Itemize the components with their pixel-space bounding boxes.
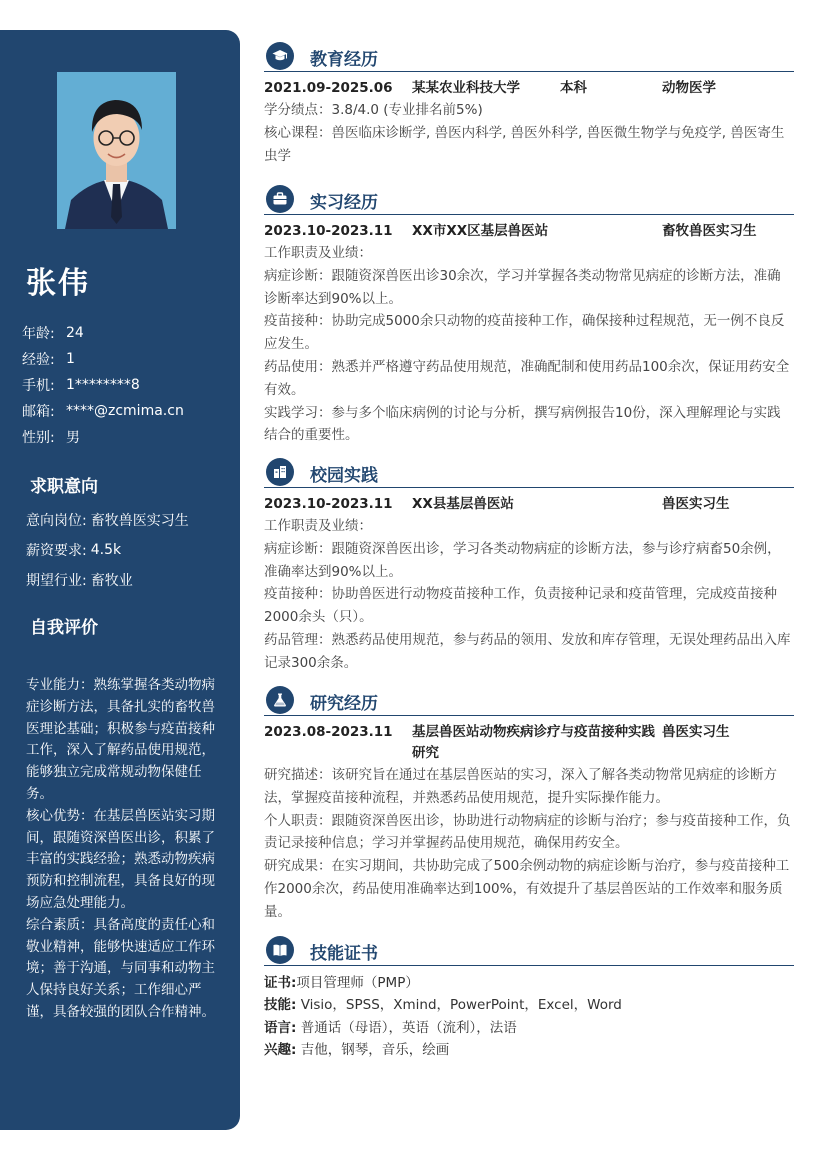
info-value: 24 bbox=[66, 325, 84, 341]
research-entry-header bbox=[264, 722, 794, 764]
self-eval-text bbox=[26, 675, 222, 1024]
intent-label: 期望行业: bbox=[26, 573, 87, 589]
graduation-cap-icon bbox=[266, 42, 294, 70]
info-value: 1********8 bbox=[66, 377, 140, 393]
intent-heading: 求职意向 bbox=[30, 477, 98, 497]
education-entry-header bbox=[264, 78, 794, 99]
self-eval-paragraph: 综合素质：具备高度的责任心和敬业精神，能够快速适应工作环境；善于沟通，与同事和动物主人保持良好关系；工作细心严谨，具备较强的团队合作精神。 bbox=[26, 916, 215, 1020]
entry-organization: XX县基层兽医站 bbox=[412, 496, 514, 512]
entry-date: 2023.10-2023.11 bbox=[264, 223, 393, 239]
skill-label: 证书: bbox=[264, 975, 297, 991]
section-title: 实习经历 bbox=[310, 193, 378, 213]
entry-role: 兽医实习生 bbox=[662, 496, 730, 512]
entry-organization: XX市XX区基层兽医站 bbox=[412, 223, 549, 239]
candidate-name: 张伟 bbox=[26, 266, 90, 301]
info-value: 1 bbox=[66, 351, 75, 367]
skill-label: 语言: bbox=[264, 1019, 297, 1036]
flask-icon bbox=[266, 686, 294, 714]
entry-degree: 本科 bbox=[560, 80, 587, 96]
info-value: ****@zcmima.cn bbox=[66, 403, 184, 419]
entry-date: 2023.08-2023.11 bbox=[264, 724, 393, 740]
section-header bbox=[264, 684, 794, 716]
entry-date: 2023.10-2023.11 bbox=[264, 496, 393, 512]
intent-salary bbox=[26, 535, 236, 565]
skill-interests bbox=[264, 1039, 794, 1061]
book-icon bbox=[266, 936, 294, 964]
skills-section bbox=[264, 934, 794, 1061]
portrait-image bbox=[57, 72, 176, 229]
info-gender bbox=[22, 424, 232, 450]
info-value: 男 bbox=[66, 430, 80, 446]
research-section bbox=[264, 684, 794, 924]
skill-label: 技能: bbox=[264, 997, 297, 1014]
skill-certificate bbox=[264, 972, 794, 994]
intent-value: 4.5k bbox=[90, 542, 122, 558]
intent-value: 畜牧业 bbox=[90, 573, 133, 589]
self-eval-heading: 自我评价 bbox=[30, 618, 98, 638]
entry-line: 药品使用：熟悉并严格遵守药品使用规范，准确配制和使用药品100余次，保证用药安全有效。 bbox=[264, 358, 790, 398]
skill-value: Visio，SPSS，Xmind，PowerPoint，Excel，Word bbox=[296, 997, 622, 1014]
intent-position bbox=[26, 505, 236, 535]
entry-line: 研究成果：在实习期间，共协助完成了500余例动物的病症诊断与治疗，参与疫苗接种工作2000余次，药品使用准确率达到100%，有效提升了基层兽医站的工作效率和服务质量。 bbox=[264, 858, 790, 920]
entry-date: 2021.09-2025.06 bbox=[264, 80, 393, 96]
internship-section bbox=[264, 183, 794, 447]
skill-language bbox=[264, 1017, 794, 1039]
skill-value: 项目管理师（PMP） bbox=[296, 975, 419, 991]
info-label: 邮箱: bbox=[22, 404, 55, 420]
info-phone bbox=[22, 372, 232, 398]
basic-info-list bbox=[22, 320, 232, 450]
entry-line: 个人职责：跟随资深兽医出诊，协助进行动物病症的诊断与治疗；参与疫苗接种工作，负责记录接种信息；学习并掌握药品使用规范，确保用药安全。 bbox=[264, 812, 791, 852]
self-eval-paragraph: 专业能力：熟练掌握各类动物病症诊断方法，具备扎实的畜牧兽医理论基础；积极参与疫苗接种工作，深入了解药品使用规范，能够独立完成常规动物保健任务。 bbox=[26, 677, 215, 802]
skill-value: 普通话（母语），英语（流利），法语 bbox=[296, 1019, 517, 1036]
briefcase-icon bbox=[266, 185, 294, 213]
entry-line: 学分绩点：3.8/4.0 (专业排名前5%) bbox=[264, 102, 483, 118]
entry-school: 某某农业科技大学 bbox=[412, 80, 520, 96]
entry-line: 研究描述：该研究旨在通过在基层兽医站的实习，深入了解各类动物常见病症的诊断方法，掌握疫苗接种流程，并熟悉药品使用规范，提升实际操作能力。 bbox=[264, 767, 777, 806]
intent-list bbox=[26, 505, 236, 595]
entry-major: 动物医学 bbox=[662, 80, 716, 96]
entry-line: 核心课程：兽医临床诊断学, 兽医内科学, 兽医外科学, 兽医微生物学与免疫学, 兽医寄生虫学 bbox=[264, 124, 785, 164]
intent-label: 意向岗位: bbox=[26, 513, 87, 529]
skill-tools bbox=[264, 994, 794, 1016]
entry-line: 药品管理：熟悉药品使用规范，参与药品的领用、发放和库存管理，无误处理药品出入库记录300余条。 bbox=[264, 631, 791, 671]
intent-value: 畜牧兽医实习生 bbox=[90, 513, 189, 529]
info-age bbox=[22, 320, 232, 346]
campus-section bbox=[264, 456, 794, 675]
entry-role: 畜牧兽医实习生 bbox=[662, 223, 757, 239]
entry-line: 病症诊断：跟随资深兽医出诊30余次，学习并掌握各类动物常见病症的诊断方法，准确诊断率达到90%以上。 bbox=[264, 267, 781, 307]
intent-label: 薪资要求: bbox=[26, 543, 87, 559]
intent-industry bbox=[26, 565, 236, 595]
info-experience bbox=[22, 346, 232, 372]
entry-line: 病症诊断：跟随资深兽医出诊，学习各类动物病症的诊断方法，参与诊疗病畜50余例，准确率达到90%以上。 bbox=[264, 540, 781, 580]
section-header bbox=[264, 183, 794, 215]
section-title: 教育经历 bbox=[310, 50, 378, 70]
section-title: 校园实践 bbox=[310, 466, 378, 486]
sidebar bbox=[0, 30, 240, 1130]
info-label: 手机: bbox=[22, 378, 55, 394]
section-title: 研究经历 bbox=[310, 694, 378, 714]
entry-line: 疫苗接种：协助完成5000余只动物的疫苗接种工作，确保接种过程规范，无一例不良反应发生。 bbox=[264, 313, 785, 353]
entry-role: 兽医实习生 bbox=[662, 724, 730, 740]
section-header bbox=[264, 40, 794, 72]
skills-list bbox=[264, 972, 794, 1061]
section-header bbox=[264, 456, 794, 488]
entry-line: 疫苗接种：协助兽医进行动物疫苗接种工作，负责接种记录和疫苗管理，完成疫苗接种2000余头（只）。 bbox=[264, 586, 777, 626]
profile-photo bbox=[57, 72, 176, 229]
info-label: 年龄: bbox=[22, 326, 55, 342]
info-label: 经验: bbox=[22, 352, 55, 368]
self-eval-paragraph: 核心优势：在基层兽医站实习期间，跟随资深兽医出诊，积累了丰富的实践经验；熟悉动物疾病预防和控制流程，具备良好的现场应急处理能力。 bbox=[26, 807, 215, 911]
skill-label: 兴趣: bbox=[264, 1041, 297, 1058]
campus-entry-header bbox=[264, 494, 794, 515]
info-email bbox=[22, 398, 232, 424]
entry-line: 工作职责及业绩： bbox=[264, 245, 372, 261]
info-label: 性别: bbox=[22, 430, 55, 446]
internship-entry-header bbox=[264, 221, 794, 242]
section-title: 技能证书 bbox=[310, 944, 378, 964]
education-section bbox=[264, 40, 794, 167]
building-icon bbox=[266, 458, 294, 486]
skill-value: 吉他，钢琴，音乐，绘画 bbox=[296, 1041, 450, 1058]
entry-organization: 基层兽医站动物疾病诊疗与疫苗接种实践研究 bbox=[412, 724, 655, 761]
entry-line: 实践学习：参与多个临床病例的讨论与分析，撰写病例报告10份，深入理解理论与实践结合的重要性。 bbox=[264, 404, 781, 444]
entry-line: 工作职责及业绩： bbox=[264, 518, 372, 534]
section-header bbox=[264, 934, 794, 966]
